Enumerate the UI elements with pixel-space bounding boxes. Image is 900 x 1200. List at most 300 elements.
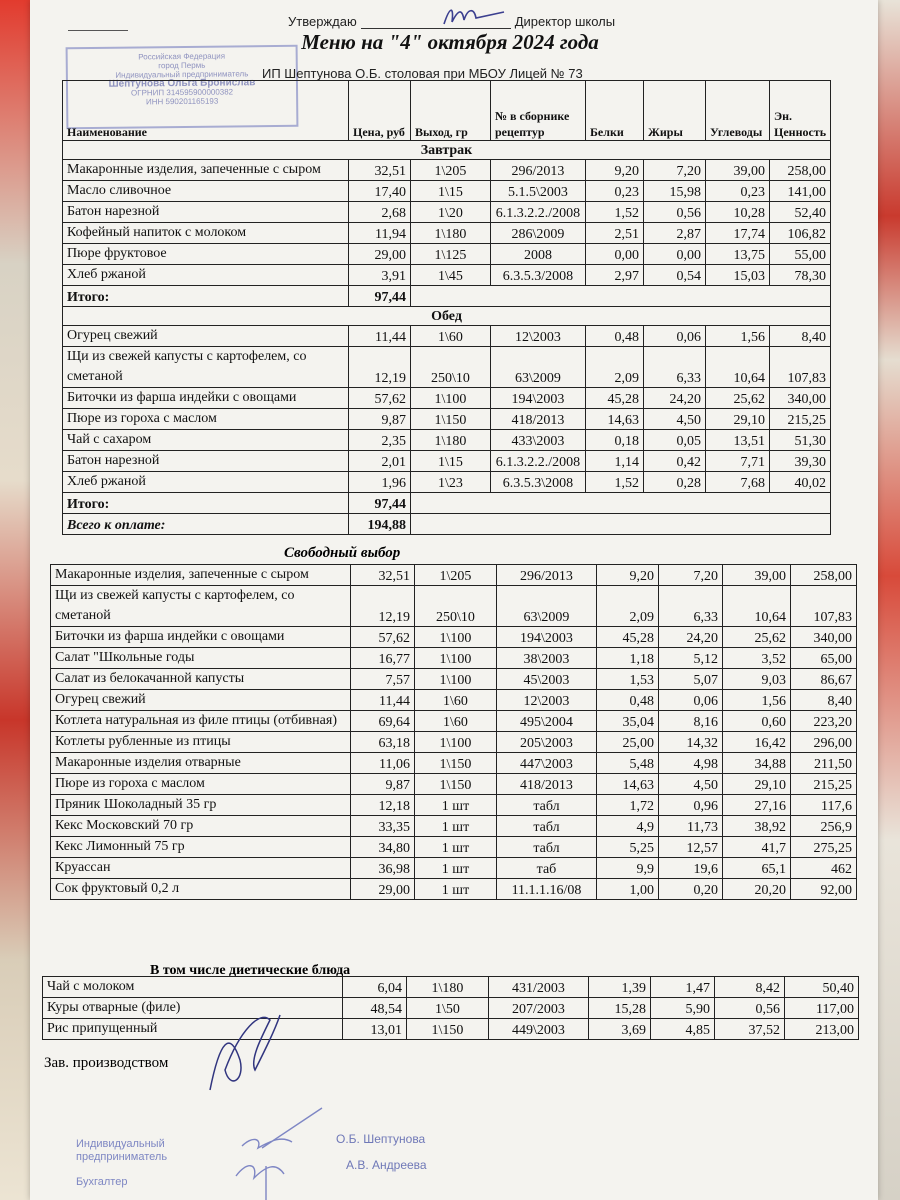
free-row (51, 627, 857, 648)
dish-yield: 1 шт (415, 858, 497, 879)
menu-table-main (62, 77, 831, 535)
dish-price: 9,87 (351, 774, 415, 795)
dish-protein: 15,28 (589, 998, 651, 1019)
col-energy-header: Эн. Ценность (770, 81, 831, 141)
dish-carbs: 39,00 (723, 565, 791, 586)
section-title-free: Свободный выбор (284, 545, 401, 561)
dish-yield: 1 шт (415, 879, 497, 900)
dish-recipe: 12\2003 (497, 690, 597, 711)
dish-carbs: 15,03 (706, 265, 770, 286)
lunch-rows (63, 326, 831, 493)
dish-recipe: 433\2003 (491, 430, 586, 451)
dish-recipe: табл (497, 837, 597, 858)
dish-yield: 1\15 (411, 451, 491, 472)
dish-energy: 223,20 (791, 711, 857, 732)
stamp-ogrn: ОГРНИП 314595900000382 (130, 87, 234, 98)
dish-yield: 1\60 (415, 711, 497, 732)
dish-recipe: 2008 (491, 244, 586, 265)
dish-carbs: 10,28 (706, 202, 770, 223)
dish-carbs: 39,00 (706, 160, 770, 181)
dish-yield: 1\100 (415, 732, 497, 753)
dish-carbs: 17,74 (706, 223, 770, 244)
breakfast-rows (63, 160, 831, 286)
breakfast-total-label: Итого: (63, 286, 349, 307)
stamp-inn: ИНН 590201165193 (145, 96, 219, 107)
dish-energy: 141,00 (770, 181, 831, 202)
dish-carbs: 0,23 (706, 181, 770, 202)
accountant-label: Бухгалтер (76, 1176, 128, 1188)
dish-fat: 11,73 (659, 816, 723, 837)
dish-yield: 1\150 (407, 1019, 489, 1040)
dish-name: Чай с сахаром (63, 430, 349, 451)
section-title-lunch: Обед (63, 307, 831, 326)
dish-carbs: 3,52 (723, 648, 791, 669)
dish-protein: 1,52 (586, 202, 644, 223)
dish-recipe: таб (497, 858, 597, 879)
dish-fat: 14,32 (659, 732, 723, 753)
dish-carbs: 34,88 (723, 753, 791, 774)
col-carbs-header: Углеводы (706, 81, 770, 141)
grand-total-value: 194,88 (349, 514, 411, 535)
dish-name: Щи из свежей капусты с картофелем, со сметаной (51, 586, 351, 627)
dish-protein: 9,20 (597, 565, 659, 586)
dish-recipe: 431/2003 (489, 977, 589, 998)
dish-yield: 1\205 (415, 565, 497, 586)
dish-recipe: 205\2003 (497, 732, 597, 753)
dish-price: 12,19 (349, 347, 411, 388)
dish-fat: 0,28 (644, 472, 706, 493)
dish-fat: 0,20 (659, 879, 723, 900)
dish-price: 16,77 (351, 648, 415, 669)
free-row (51, 879, 857, 900)
dish-recipe: 6.3.5.3/2008 (491, 265, 586, 286)
dish-protein: 9,9 (597, 858, 659, 879)
dish-yield: 1 шт (415, 837, 497, 858)
dish-name: Салат из белокачанной капусты (51, 669, 351, 690)
dish-price: 11,06 (351, 753, 415, 774)
dish-fat: 0,96 (659, 795, 723, 816)
dish-fat: 0,00 (644, 244, 706, 265)
dish-fat: 7,20 (659, 565, 723, 586)
col-recipe-header: № в сборнике рецептур (491, 81, 586, 141)
dish-energy: 8,40 (770, 326, 831, 347)
dish-energy: 215,25 (791, 774, 857, 795)
dish-carbs: 10,64 (723, 586, 791, 627)
dish-name: Хлеб ржаной (63, 472, 349, 493)
dish-fat: 15,98 (644, 181, 706, 202)
dish-price: 3,91 (349, 265, 411, 286)
lunch-row (63, 472, 831, 493)
dish-recipe: 194\2003 (491, 388, 586, 409)
dish-protein: 1,18 (597, 648, 659, 669)
dish-protein: 5,48 (597, 753, 659, 774)
dish-energy: 215,25 (770, 409, 831, 430)
stamp-name: Шептунова Ольга Бронислав (108, 77, 256, 90)
dish-recipe: 63\2009 (491, 347, 586, 388)
dish-fat: 0,06 (644, 326, 706, 347)
dish-recipe: 418/2013 (491, 409, 586, 430)
dish-price: 48,54 (343, 998, 407, 1019)
dish-fat: 19,6 (659, 858, 723, 879)
diet-row (43, 998, 859, 1019)
dish-carbs: 37,52 (715, 1019, 785, 1040)
dish-name: Пюре из гороха с маслом (51, 774, 351, 795)
free-row (51, 837, 857, 858)
col-fat-header: Жиры (644, 81, 706, 141)
dish-carbs: 41,7 (723, 837, 791, 858)
dish-yield: 250\10 (415, 586, 497, 627)
dish-energy: 340,00 (791, 627, 857, 648)
breakfast-row (63, 181, 831, 202)
dish-protein: 45,28 (586, 388, 644, 409)
dish-carbs: 29,10 (723, 774, 791, 795)
dish-name: Огурец свежий (51, 690, 351, 711)
dish-name: Батон нарезной (63, 202, 349, 223)
dish-protein: 2,97 (586, 265, 644, 286)
dish-recipe: 447\2003 (497, 753, 597, 774)
dish-yield: 1\205 (411, 160, 491, 181)
dish-carbs: 65,1 (723, 858, 791, 879)
dish-yield: 1\45 (411, 265, 491, 286)
dish-carbs: 10,64 (706, 347, 770, 388)
dish-name: Салат "Школьные годы (51, 648, 351, 669)
dish-protein: 0,48 (597, 690, 659, 711)
dish-protein: 0,23 (586, 181, 644, 202)
dish-price: 29,00 (351, 879, 415, 900)
dish-fat: 8,16 (659, 711, 723, 732)
dish-energy: 55,00 (770, 244, 831, 265)
dish-price: 34,80 (351, 837, 415, 858)
free-row (51, 732, 857, 753)
dish-price: 33,35 (351, 816, 415, 837)
breakfast-row (63, 265, 831, 286)
dish-energy: 211,50 (791, 753, 857, 774)
free-row (51, 669, 857, 690)
dish-recipe: 63\2009 (497, 586, 597, 627)
dish-price: 17,40 (349, 181, 411, 202)
dish-carbs: 7,68 (706, 472, 770, 493)
dish-energy: 296,00 (791, 732, 857, 753)
dish-price: 6,04 (343, 977, 407, 998)
dish-protein: 1,00 (597, 879, 659, 900)
section-row-breakfast (63, 141, 831, 160)
dish-recipe: 6.1.3.2.2./2008 (491, 202, 586, 223)
dish-carbs: 13,51 (706, 430, 770, 451)
grand-total-row (63, 514, 831, 535)
dish-yield: 1\180 (411, 430, 491, 451)
dish-recipe: 449\2003 (489, 1019, 589, 1040)
free-choice-rows (51, 565, 857, 900)
dish-fat: 7,20 (644, 160, 706, 181)
dish-energy: 256,9 (791, 816, 857, 837)
dish-recipe: 6.3.5.3\2008 (491, 472, 586, 493)
col-yield-header: Выход, гр (411, 81, 491, 141)
dish-carbs: 7,71 (706, 451, 770, 472)
lunch-row (63, 347, 831, 388)
dish-protein: 1,52 (586, 472, 644, 493)
dish-recipe: 296/2013 (497, 565, 597, 586)
breakfast-total-value: 97,44 (349, 286, 411, 307)
free-row (51, 858, 857, 879)
col-name-header: Наименование (63, 81, 349, 141)
dish-price: 7,57 (351, 669, 415, 690)
col-price-header: Цена, руб (349, 81, 411, 141)
dish-protein: 25,00 (597, 732, 659, 753)
dish-yield: 1\60 (415, 690, 497, 711)
dish-recipe: 45\2003 (497, 669, 597, 690)
dish-protein: 0,18 (586, 430, 644, 451)
dish-price: 29,00 (349, 244, 411, 265)
dish-yield: 1\15 (411, 181, 491, 202)
dish-recipe: 11.1.1.16/08 (497, 879, 597, 900)
bottom-signatures (222, 1096, 342, 1200)
dish-price: 57,62 (351, 627, 415, 648)
dish-name: Макаронные изделия, запеченные с сыром (51, 565, 351, 586)
dish-name: Кекс Лимонный 75 гр (51, 837, 351, 858)
dish-protein: 35,04 (597, 711, 659, 732)
dish-yield: 1\100 (415, 669, 497, 690)
dish-carbs: 20,20 (723, 879, 791, 900)
ip-label (76, 1138, 167, 1164)
dish-energy: 39,30 (770, 451, 831, 472)
dish-fat: 24,20 (644, 388, 706, 409)
dish-price: 2,35 (349, 430, 411, 451)
page-title: Меню на "4" октября 2024 года (301, 30, 599, 54)
menu-table-diet (42, 960, 859, 1040)
dish-name: Чай с молоком (43, 977, 343, 998)
dish-price: 57,62 (349, 388, 411, 409)
free-row (51, 648, 857, 669)
dish-recipe: 207/2003 (489, 998, 589, 1019)
diet-row (43, 977, 859, 998)
dish-carbs: 13,75 (706, 244, 770, 265)
dish-yield: 1\180 (411, 223, 491, 244)
ip-label-line-2: предприниматель (76, 1151, 168, 1163)
dish-carbs: 25,62 (706, 388, 770, 409)
breakfast-total-row (63, 286, 831, 307)
dish-fat: 4,85 (651, 1019, 715, 1040)
dish-fat: 12,57 (659, 837, 723, 858)
dish-energy: 462 (791, 858, 857, 879)
dish-protein: 1,14 (586, 451, 644, 472)
dish-energy: 40,02 (770, 472, 831, 493)
dish-protein: 45,28 (597, 627, 659, 648)
dish-carbs: 0,60 (723, 711, 791, 732)
diet-rows (43, 977, 859, 1040)
approve-label: Утверждаю (288, 14, 357, 29)
dish-yield: 1\125 (411, 244, 491, 265)
dish-energy: 107,83 (791, 586, 857, 627)
dish-fat: 5,12 (659, 648, 723, 669)
stamp-line-1: Российская Федерация (138, 51, 226, 62)
stamp-line-3: Индивидуальный предприниматель (115, 69, 249, 80)
dish-yield: 1\50 (407, 998, 489, 1019)
dish-carbs: 16,42 (723, 732, 791, 753)
director-signature (440, 2, 510, 28)
dish-fat: 0,42 (644, 451, 706, 472)
dish-protein: 0,00 (586, 244, 644, 265)
dish-carbs: 8,42 (715, 977, 785, 998)
dish-carbs: 1,56 (723, 690, 791, 711)
dish-yield: 1\100 (415, 648, 497, 669)
dish-yield: 1\150 (415, 753, 497, 774)
production-manager-label: Зав. производством (44, 1055, 169, 1071)
dish-name: Батон нарезной (63, 451, 349, 472)
dish-yield: 1\100 (415, 627, 497, 648)
lunch-total-value: 97,44 (349, 493, 411, 514)
lunch-total-row (63, 493, 831, 514)
dish-energy: 65,00 (791, 648, 857, 669)
dish-yield: 1\60 (411, 326, 491, 347)
dish-name: Котлета натуральная из филе птицы (отбивная) (51, 711, 351, 732)
dish-fat: 0,56 (644, 202, 706, 223)
dish-energy: 117,00 (785, 998, 859, 1019)
dish-price: 2,01 (349, 451, 411, 472)
ip-label-line-1: Индивидуальный (76, 1138, 165, 1150)
dish-recipe: 5.1.5\2003 (491, 181, 586, 202)
free-row (51, 816, 857, 837)
dish-energy: 106,82 (770, 223, 831, 244)
menu-table-free-choice (50, 544, 857, 900)
section-title-breakfast: Завтрак (63, 141, 831, 160)
dish-energy: 107,83 (770, 347, 831, 388)
dish-price: 2,68 (349, 202, 411, 223)
section-row-lunch (63, 307, 831, 326)
dish-name: Сок фруктовый 0,2 л (51, 879, 351, 900)
organization-line: ИП Шептунова О.Б. столовая при МБОУ Лицей № 73 (262, 66, 583, 81)
dish-name: Пюре из гороха с маслом (63, 409, 349, 430)
dish-protein: 4,9 (597, 816, 659, 837)
dish-price: 32,51 (349, 160, 411, 181)
dish-price: 9,87 (349, 409, 411, 430)
dish-name: Куры отварные (филе) (43, 998, 343, 1019)
dish-energy: 50,40 (785, 977, 859, 998)
dish-price: 12,19 (351, 586, 415, 627)
dish-price: 32,51 (351, 565, 415, 586)
dish-carbs: 1,56 (706, 326, 770, 347)
dish-fat: 0,05 (644, 430, 706, 451)
dish-protein: 2,09 (586, 347, 644, 388)
director-label: Директор школы (514, 14, 616, 29)
dish-yield: 1\180 (407, 977, 489, 998)
dish-recipe: табл (497, 816, 597, 837)
stamp-line-2: город Пермь (158, 60, 206, 71)
dish-name: Пюре фруктовое (63, 244, 349, 265)
dish-carbs: 27,16 (723, 795, 791, 816)
dish-energy: 258,00 (770, 160, 831, 181)
dish-fat: 5,07 (659, 669, 723, 690)
dish-recipe: 286\2009 (491, 223, 586, 244)
dish-fat: 0,06 (659, 690, 723, 711)
column-header-row (63, 81, 831, 141)
dish-protein: 14,63 (586, 409, 644, 430)
col-protein-header: Белки (586, 81, 644, 141)
dish-fat: 24,20 (659, 627, 723, 648)
dish-recipe: 6.1.3.2.2./2008 (491, 451, 586, 472)
dish-yield: 250\10 (411, 347, 491, 388)
free-row (51, 795, 857, 816)
dish-protein: 1,39 (589, 977, 651, 998)
signer-name-2: А.В. Андреева (346, 1158, 427, 1172)
signer-name-1: О.Б. Шептунова (336, 1132, 426, 1146)
dish-energy: 213,00 (785, 1019, 859, 1040)
dish-name: Щи из свежей капусты с картофелем, со сметаной (63, 347, 349, 388)
dish-price: 11,44 (349, 326, 411, 347)
dish-energy: 258,00 (791, 565, 857, 586)
dish-fat: 0,54 (644, 265, 706, 286)
dish-price: 69,64 (351, 711, 415, 732)
dish-protein: 2,51 (586, 223, 644, 244)
dish-price: 1,96 (349, 472, 411, 493)
dish-energy: 8,40 (791, 690, 857, 711)
dish-price: 11,94 (349, 223, 411, 244)
dish-yield: 1\150 (411, 409, 491, 430)
dish-name: Круассан (51, 858, 351, 879)
dish-recipe: табл (497, 795, 597, 816)
dish-yield: 1\23 (411, 472, 491, 493)
breakfast-row (63, 202, 831, 223)
free-row (51, 586, 857, 627)
dish-price: 11,44 (351, 690, 415, 711)
dish-fat: 4,50 (644, 409, 706, 430)
free-row (51, 753, 857, 774)
lunch-row (63, 430, 831, 451)
dish-fat: 5,90 (651, 998, 715, 1019)
grand-total-label: Всего к оплате: (63, 514, 349, 535)
lunch-row (63, 326, 831, 347)
free-row (51, 711, 857, 732)
dish-yield: 1 шт (415, 795, 497, 816)
dish-fat: 4,50 (659, 774, 723, 795)
dish-protein: 14,63 (597, 774, 659, 795)
dish-name: Котлеты рубленные из птицы (51, 732, 351, 753)
dish-name: Макаронные изделия, запеченные с сыром (63, 160, 349, 181)
lunch-row (63, 451, 831, 472)
dish-energy: 52,40 (770, 202, 831, 223)
dish-recipe: 12\2003 (491, 326, 586, 347)
dish-fat: 4,98 (659, 753, 723, 774)
dish-protein: 9,20 (586, 160, 644, 181)
dish-fat: 6,33 (644, 347, 706, 388)
diet-row (43, 1019, 859, 1040)
dish-name: Масло сливочное (63, 181, 349, 202)
manager-signature (200, 1000, 290, 1100)
lunch-row (63, 409, 831, 430)
dish-name: Хлеб ржаной (63, 265, 349, 286)
dish-name: Кофейный напиток с молоком (63, 223, 349, 244)
dish-energy: 92,00 (791, 879, 857, 900)
dish-fat: 1,47 (651, 977, 715, 998)
dish-energy: 78,30 (770, 265, 831, 286)
dish-energy: 117,6 (791, 795, 857, 816)
dish-name: Макаронные изделия отварные (51, 753, 351, 774)
dish-price: 12,18 (351, 795, 415, 816)
free-row (51, 565, 857, 586)
dish-protein: 5,25 (597, 837, 659, 858)
dish-name: Кекс Московский 70 гр (51, 816, 351, 837)
dish-carbs: 29,10 (706, 409, 770, 430)
lunch-row (63, 388, 831, 409)
lunch-total-label: Итого: (63, 493, 349, 514)
dish-price: 63,18 (351, 732, 415, 753)
dish-energy: 275,25 (791, 837, 857, 858)
dish-name: Пряник Шоколадный 35 гр (51, 795, 351, 816)
dish-protein: 3,69 (589, 1019, 651, 1040)
breakfast-row (63, 244, 831, 265)
dish-name: Биточки из фарша индейки с овощами (51, 627, 351, 648)
breakfast-row (63, 223, 831, 244)
dish-recipe: 38\2003 (497, 648, 597, 669)
